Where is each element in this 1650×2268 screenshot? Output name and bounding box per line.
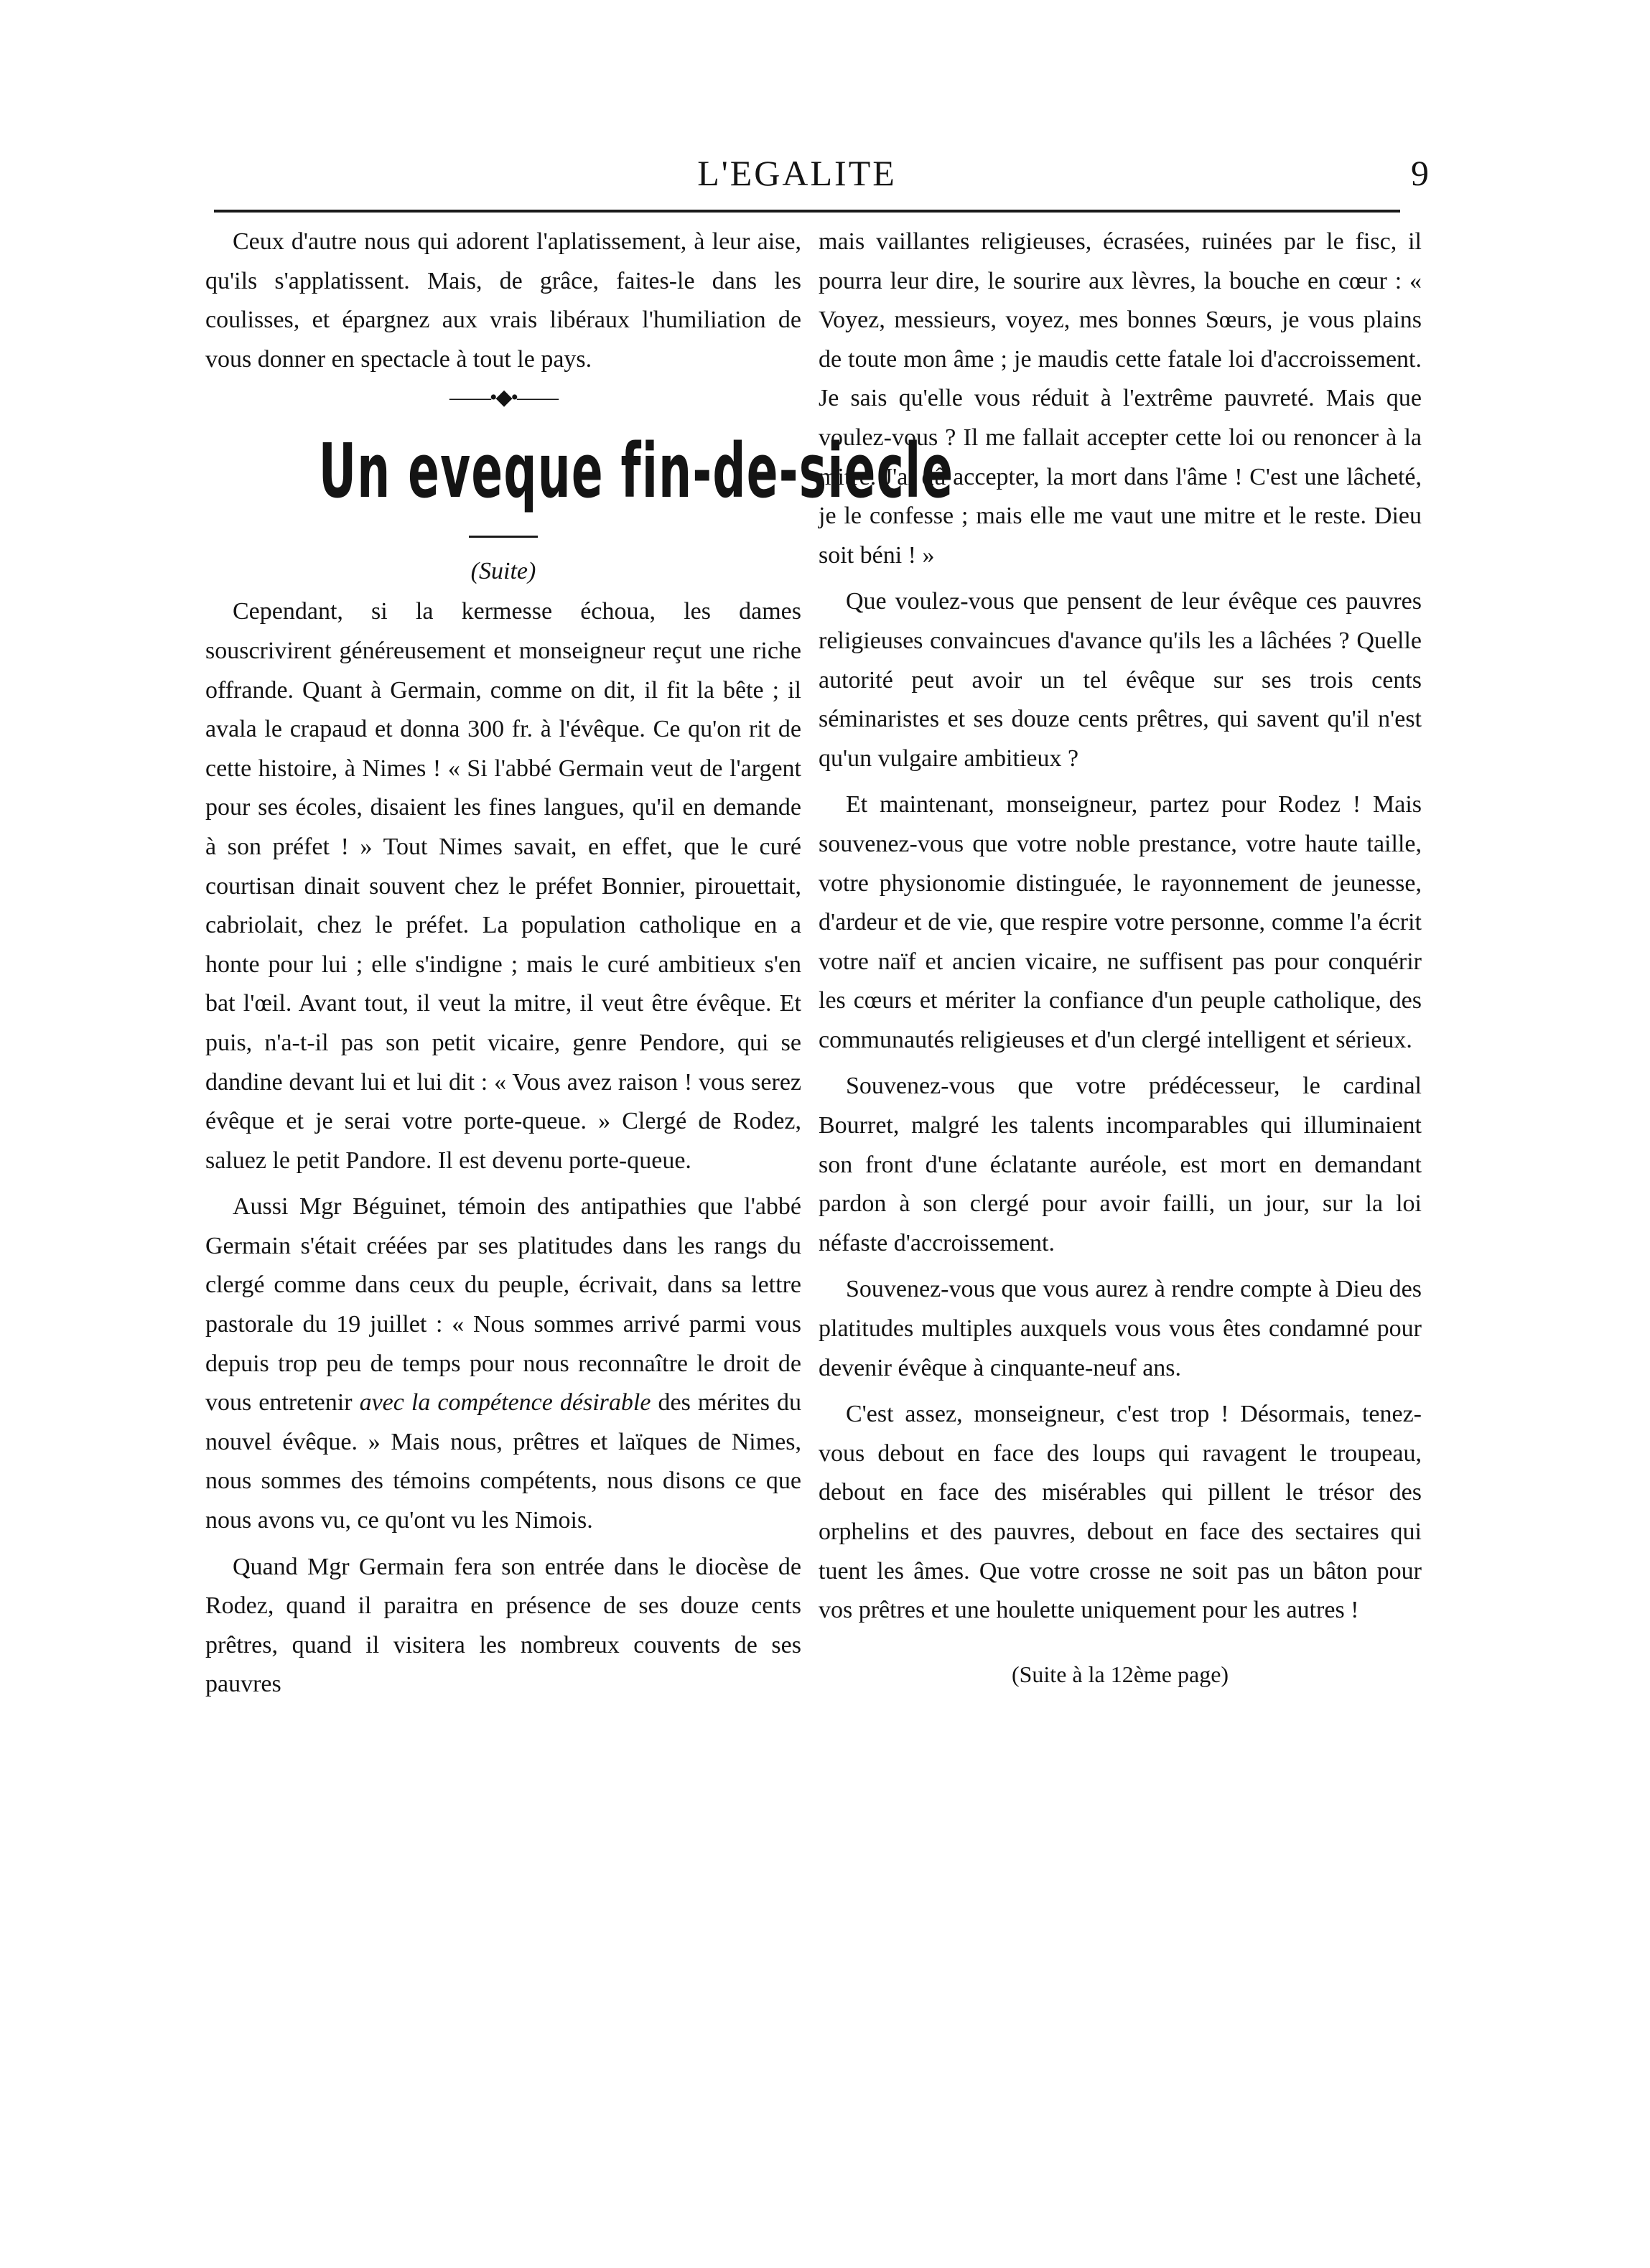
- title-rule: [469, 536, 538, 538]
- paragraph-2-text-b: des mérites du nouvel évêque. » Mais nous, prêtres et laïques de Nimes, nous sommes des témoins compétents, nous disons ce que nous avons vu, ce qu'ont vu les Nimois.: [205, 1389, 801, 1534]
- paragraph-2-text-a: Aussi Mgr Béguinet, témoin des antipathies que l'abbé Germain s'était créées par ses platitudes dans les rangs du clergé comme dans ceux du peuple, écrivait, dans sa lettre pastorale du 19 juillet : « Nous sommes arrivé parmi vous depuis trop peu de temps pour nous reconnaître le droit de vous entretenir: [205, 1193, 801, 1417]
- article-paragraph-8: Souvenez-vous que vous aurez à rendre compte à Dieu des platitudes multiples auxquels vous vous êtes condamné pour devenir évêque à cinquante-neuf ans.: [819, 1276, 1422, 1381]
- article-paragraph-3: Quand Mgr Germain fera son entrée dans le diocèse de Rodez, quand il paraitra en présence de ses douze cents prêtres, quand il visitera les nombreux couvents de ses pauvres: [205, 1553, 801, 1698]
- paragraph-2-italic: avec la compétence désirable: [359, 1389, 651, 1417]
- article-paragraph-7: Souvenez-vous que votre prédécesseur, le cardinal Bourret, malgré les talents incomparables qui illuminaient son front d'une éclatante auréole, est mort en demandant pardon à son clergé pour avoir failli, un jour, sur la loi néfaste d'accroissement.: [819, 1073, 1422, 1256]
- newspaper-title: L'EGALITE: [697, 153, 897, 193]
- header-rule: [214, 210, 1400, 213]
- right-column: [819, 223, 1422, 1694]
- article-paragraph-2: [205, 1187, 801, 1540]
- article-title: Un eveque fin-de-siecle: [318, 427, 954, 515]
- suite-label: (Suite): [470, 558, 536, 585]
- page-number: 9: [1411, 153, 1429, 193]
- continued-note: (Suite à la 12ème page): [1011, 1661, 1229, 1687]
- section-ornament: ——•◆•——: [449, 386, 558, 410]
- article-paragraph-5: Que voulez-vous que pensent de leur évêque ces pauvres religieuses convaincues d'avance qu'ils les a lâchées ? Quelle autorité peut avoir un tel évêque sur ses trois cents séminaristes et ses douze cents prêtres, qui savent qu'il n'est qu'un vulgaire ambitieux ?: [819, 588, 1422, 772]
- article-paragraph-4: mais vaillantes religieuses, écrasées, ruinées par le fisc, il pourra leur dire, le sourire aux lèvres, la bouche en cœur : « Voyez, messieurs, voyez, mes bonnes Sœurs, je vous plains de toute mon âme ; je maudis cette fatale loi d'accroissement. Je sais qu'elle vous réduit à l'extrême pauvreté. Mais que voulez-vous ? Il me fallait accepter cette loi ou renoncer à la mitre. J'ai dû accepter, la mort dans l'âme ! C'est une lâcheté, je le confesse ; mais elle me vaut une mitre et le reste. Dieu soit béni ! »: [819, 228, 1422, 569]
- article-paragraph-1: Cependant, si la kermesse échoua, les dames souscrivirent généreusement et monseigneur reçut une riche offrande. Quant à Germain, comme on dit, il fit la bête ; il avala le crapaud et donna 300 fr. à l'évêque. Ce qu'on rit de cette histoire, à Nimes ! « Si l'abbé Germain veut de l'argent pour ses écoles, disaient les fines langues, qu'il en demande à son préfet ! » Tout Nimes savait, en effet, que le curé courtisan dinait souvent chez le préfet Bonnier, pirouettait, cabriolait, chez le préfet. La population catholique en a honte pour lui ; elle s'indigne ; mais le curé ambitieux s'en bat l'œil. Avant tout, il veut la mitre, il veut être évêque. Et puis, n'a-t-il pas son petit vicaire, genre Pendore, qui se dandine devant lui et lui dit : « Vous avez raison ! vous serez évêque et je serai votre porte-queue. » Clergé de Rodez, saluez le petit Pandore. Il est devenu porte-queue.: [205, 598, 801, 1174]
- intro-paragraph: Ceux d'autre nous qui adorent l'aplatissement, à leur aise, qu'ils s'applatissent. Mais, de grâce, faites-le dans les coulisses, et épargnez aux vrais libéraux l'humiliation de vous donner en spectacle à tout le pays.: [205, 228, 801, 373]
- article-paragraph-9: C'est assez, monseigneur, c'est trop ! Désormais, tenez-vous debout en face des loups qui ravagent le troupeau, debout en face des misérables qui pillent le trésor des orphelins et des pauvres, debout en face des sectaires qui tuent les âmes. Que votre crosse ne soit pas un bâton pour vos prêtres et une houlette uniquement pour les autres !: [819, 1401, 1422, 1624]
- left-column: [205, 223, 954, 1704]
- article-paragraph-6: Et maintenant, monseigneur, partez pour Rodez ! Mais souvenez-vous que votre noble prestance, votre haute taille, votre physionomie distinguée, le rayonnement de jeunesse, d'ardeur et de vie, que respire votre personne, comme l'a écrit votre naïf et ancien vicaire, ne suffisent pas pour conquérir les cœurs et mériter la confiance d'un peuple catholique, des communautés religieuses et d'un clergé intelligent et sérieux.: [819, 791, 1422, 1053]
